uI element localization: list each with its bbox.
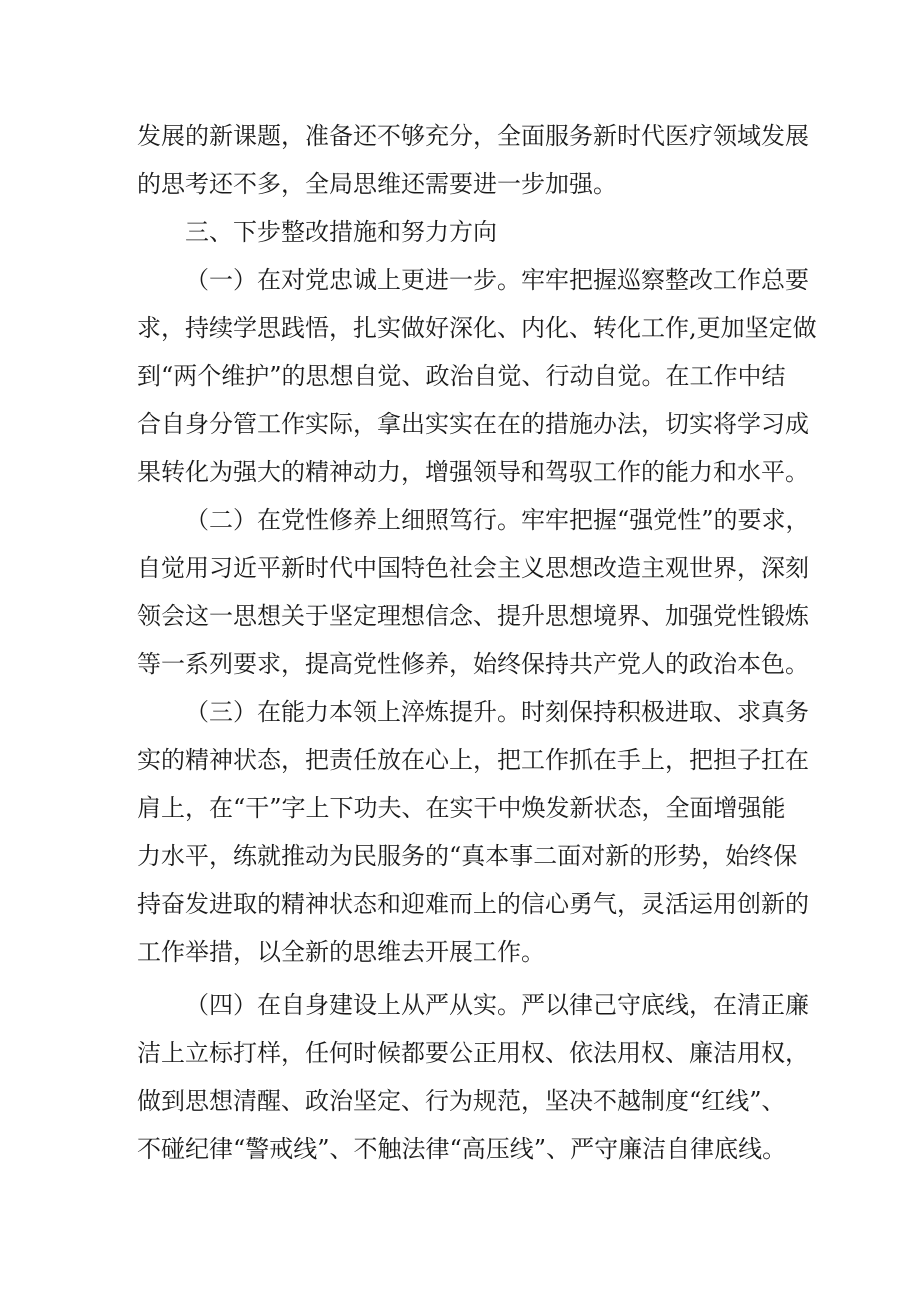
text-line: 力水平，练就推动为民服务的“真本事二面对新的形势，始终保 (137, 842, 798, 870)
text-line: 领会这一思想关于坚定理想信念、提升思想境界、加强党性锻炼 (137, 602, 809, 630)
section-heading: 三、下步整改措施和努力方向 (185, 218, 497, 246)
text-line: 做到思想清醒、政治坚定、行为规范，坚决不越制度“红线”、 (137, 1087, 786, 1115)
paragraph-1-start: （一）在对党忠诚上更进一步。牢牢把握巡察整改工作总要 (185, 266, 809, 294)
text-line: 洁上立标打样，任何时候都要公正用权、依法用权、廉洁用权， (137, 1039, 809, 1067)
paragraph-3-start: （三）在能力本领上淬炼提升。时刻保持积极进取、求真务 (185, 698, 809, 726)
paragraph-4-start: （四）在自身建设上从严从实。严以律己守底线，在清正廉 (185, 991, 809, 1019)
text-line: 到“两个维护”的思想自觉、政治自觉、行动自觉。在工作中结 (137, 362, 786, 390)
text-line: 肩上，在“干”字上下功夫、在实干中焕发新状态，全面增强能 (137, 794, 786, 822)
text-line: 果转化为强大的精神动力，增强领导和驾驭工作的能力和水平。 (137, 458, 809, 486)
text-line: 实的精神状态，把责任放在心上，把工作抓在手上，把担子扛在 (137, 746, 809, 774)
text-line: 合自身分管工作实际，拿出实实在在的措施办法，切实将学习成 (137, 410, 809, 438)
text-line: 发展的新课题，准备还不够充分，全面服务新时代医疗领域发展 (137, 122, 809, 150)
text-line: 自觉用习近平新时代中国特色社会主义思想改造主观世界，深刻 (137, 554, 809, 582)
text-line: 等一系列要求，提高党性修养，始终保持共产党人的政治本色。 (137, 650, 809, 678)
text-line: 的思考还不多，全局思维还需要进一步加强。 (137, 170, 617, 198)
text-line: 工作举措，以全新的思维去开展工作。 (137, 938, 545, 966)
text-line: 不碰纪律“警戒线”、不触法律“高压线”、严守廉洁自律底线。 (137, 1135, 787, 1163)
text-line: 求，持续学思践悟，扎实做好深化、内化、转化工作,更加坚定做 (137, 314, 817, 342)
paragraph-2-start: （二）在党性修养上细照笃行。牢牢把握“强党性”的要求， (185, 506, 810, 534)
text-line: 持奋发进取的精神状态和迎难而上的信心勇气，灵活运用创新的 (137, 890, 809, 918)
